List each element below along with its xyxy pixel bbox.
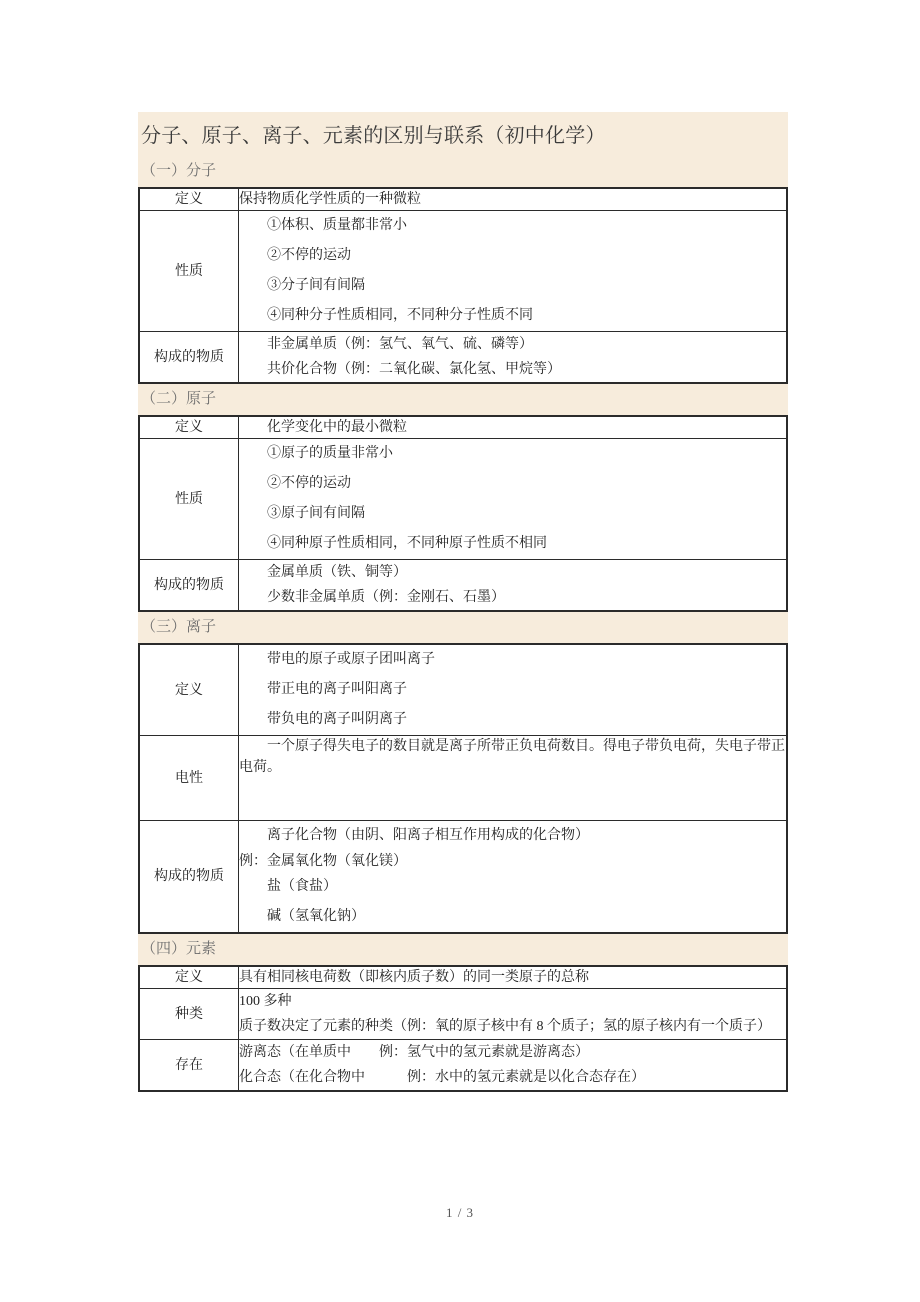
- cell-line: ②不停的运动: [267, 476, 351, 491]
- section-header-4: （四）元素: [138, 934, 788, 965]
- table-row: [139, 1040, 787, 1092]
- cell-line: ②不停的运动: [267, 248, 351, 263]
- row-value: [239, 211, 788, 332]
- table-section-2: [138, 415, 788, 612]
- table-row: [139, 188, 787, 211]
- cell-line: 100 多种: [239, 994, 292, 1009]
- cell-line: 具有相同核电荷数（即核内质子数）的同一类原子的总称: [239, 970, 589, 985]
- table-row: [139, 736, 787, 821]
- page-title: 分子、原子、离子、元素的区别与联系（初中化学）: [138, 112, 788, 156]
- row-value: [239, 644, 788, 736]
- cell-line: 离子化合物（由阴、阳离子相互作用构成的化合物）: [267, 828, 589, 843]
- cell-line: 带正电的离子叫阳离子: [267, 682, 407, 697]
- cell-line: 盐（食盐）: [267, 879, 337, 894]
- table-row: [139, 416, 787, 439]
- cell-line: 少数非金属单质（例：金刚石、石墨）: [267, 590, 505, 605]
- table-row: [139, 989, 787, 1040]
- row-value: [239, 188, 788, 211]
- row-value: [239, 821, 788, 934]
- cell-line: ①体积、质量都非常小: [267, 218, 407, 233]
- table-row: [139, 821, 787, 934]
- cell-line: 质子数决定了元素的种类（例：氧的原子核中有 8 个质子；氢的原子核内有一个质子）: [239, 1019, 771, 1034]
- row-value: [239, 966, 788, 989]
- row-label: 定义: [139, 188, 239, 211]
- cell-line: 共价化合物（例：二氧化碳、氯化氢、甲烷等）: [267, 362, 561, 377]
- row-label: 电性: [139, 736, 239, 821]
- row-label: 性质: [139, 211, 239, 332]
- cell-line: 游离态（在单质中 例：氢气中的氢元素就是游离态）: [239, 1045, 589, 1060]
- table-section-4: [138, 965, 788, 1092]
- cell-blank-line: [239, 778, 786, 799]
- table-row: [139, 966, 787, 989]
- section-header-2: （二）原子: [138, 384, 788, 415]
- row-value: [239, 989, 788, 1040]
- cell-line: ③分子间有间隔: [267, 278, 365, 293]
- cell-blank-line: [239, 799, 786, 820]
- table-row: [139, 211, 787, 332]
- cell-line: ③原子间有间隔: [267, 506, 365, 521]
- section-header-1: （一）分子: [138, 156, 788, 187]
- cell-line: ④同种分子性质相同，不同种分子性质不同: [267, 308, 533, 323]
- document-content: [138, 112, 788, 1092]
- cell-line: 碱（氢氧化钠）: [267, 909, 365, 924]
- cell-line: 带负电的离子叫阴离子: [267, 712, 407, 727]
- cell-line: 带电的原子或原子团叫离子: [267, 652, 435, 667]
- cell-line: 保持物质化学性质的一种微粒: [239, 192, 421, 207]
- cell-line: ①原子的质量非常小: [267, 446, 393, 461]
- cell-line: 化合态（在化合物中 例：水中的氢元素就是以化合态存在）: [239, 1070, 645, 1085]
- row-value: [239, 736, 788, 821]
- row-label: 种类: [139, 989, 239, 1040]
- row-value: [239, 1040, 788, 1092]
- row-label: 性质: [139, 439, 239, 560]
- cell-line: ④同种原子性质相同，不同种原子性质不相同: [267, 536, 547, 551]
- row-label: 构成的物质: [139, 821, 239, 934]
- cell-line: 金属单质（铁、铜等）: [267, 565, 407, 580]
- row-label: 定义: [139, 966, 239, 989]
- row-value: [239, 416, 788, 439]
- table-row: [139, 332, 787, 384]
- cell-line: 非金属单质（例：氢气、氧气、硫、磷等）: [267, 337, 533, 352]
- row-label: 构成的物质: [139, 332, 239, 384]
- table-row: [139, 644, 787, 736]
- row-label: 构成的物质: [139, 560, 239, 612]
- table-section-1: [138, 187, 788, 384]
- row-value: [239, 332, 788, 384]
- row-value: [239, 560, 788, 612]
- cell-line: 例：金属氧化物（氧化镁）: [239, 854, 407, 869]
- row-label: 定义: [139, 416, 239, 439]
- table-row: [139, 560, 787, 612]
- cell-line: 化学变化中的最小微粒: [267, 420, 407, 435]
- section-header-3: （三）离子: [138, 612, 788, 643]
- table-row: [139, 439, 787, 560]
- cell-paragraph: 一个原子得失电子的数目就是离子所带正负电荷数目。得电子带负电荷，失电子带正电荷。: [239, 739, 785, 775]
- table-section-3: [138, 643, 788, 934]
- row-value: [239, 439, 788, 560]
- page-number: 1 / 3: [445, 1205, 475, 1220]
- row-label: 存在: [139, 1040, 239, 1092]
- row-label: 定义: [139, 644, 239, 736]
